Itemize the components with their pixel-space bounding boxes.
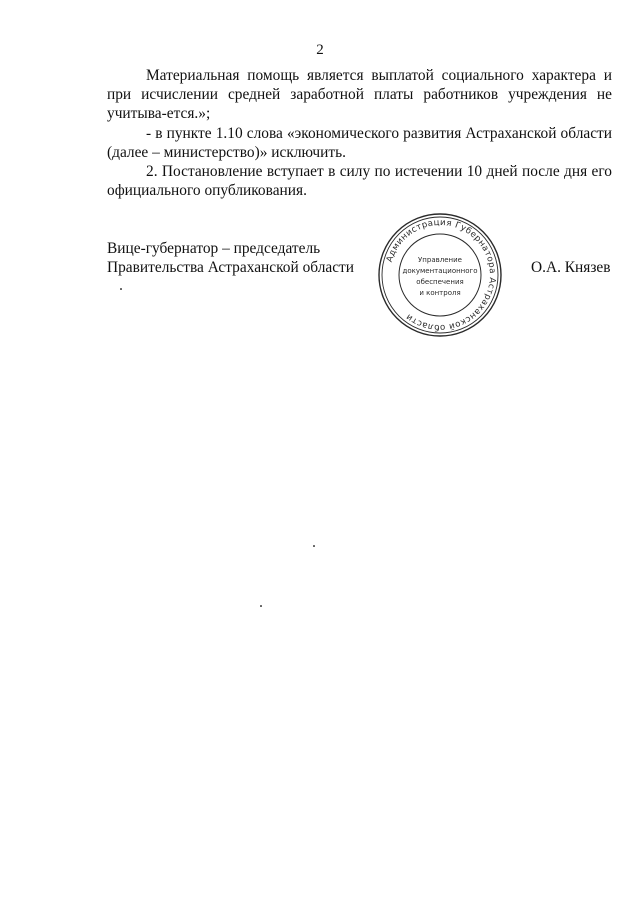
signatory-position-line1: Вице-губернатор – председатель xyxy=(107,240,321,257)
signatory-position-line2: Правительства Астраханской области xyxy=(107,259,355,277)
seal-inner-line1: Управление xyxy=(418,256,462,264)
paragraph-effective-date: 2. Постановление вступает в силу по истечении 10 дней после дня его официального опубликования. xyxy=(107,163,612,200)
paragraph-material-aid: Материальная помощь является выплатой социального характера и при исчислении средней заработной платы работников учреждения не учитыва-ется.»; xyxy=(107,67,612,123)
seal-inner-line3: обеспечения xyxy=(416,278,464,286)
signatory-name: О.А. Князев xyxy=(531,259,611,276)
scan-speck xyxy=(260,605,262,607)
page-number: 2 xyxy=(316,42,324,58)
official-seal-stamp xyxy=(377,212,503,338)
scan-speck xyxy=(120,288,122,290)
scan-speck xyxy=(313,545,315,547)
seal-outer-text: Администрация Губернатора Астраханской области xyxy=(384,217,498,333)
seal-inner-line4: и контроля xyxy=(419,289,461,297)
document-body xyxy=(107,66,612,200)
seal-inner-line2: документационного xyxy=(402,267,478,275)
paragraph-clause-1-10: - в пункте 1.10 слова «экономического развития Астраханской области (далее – министерство)» исключить. xyxy=(107,124,612,161)
signatory-position xyxy=(107,239,354,277)
